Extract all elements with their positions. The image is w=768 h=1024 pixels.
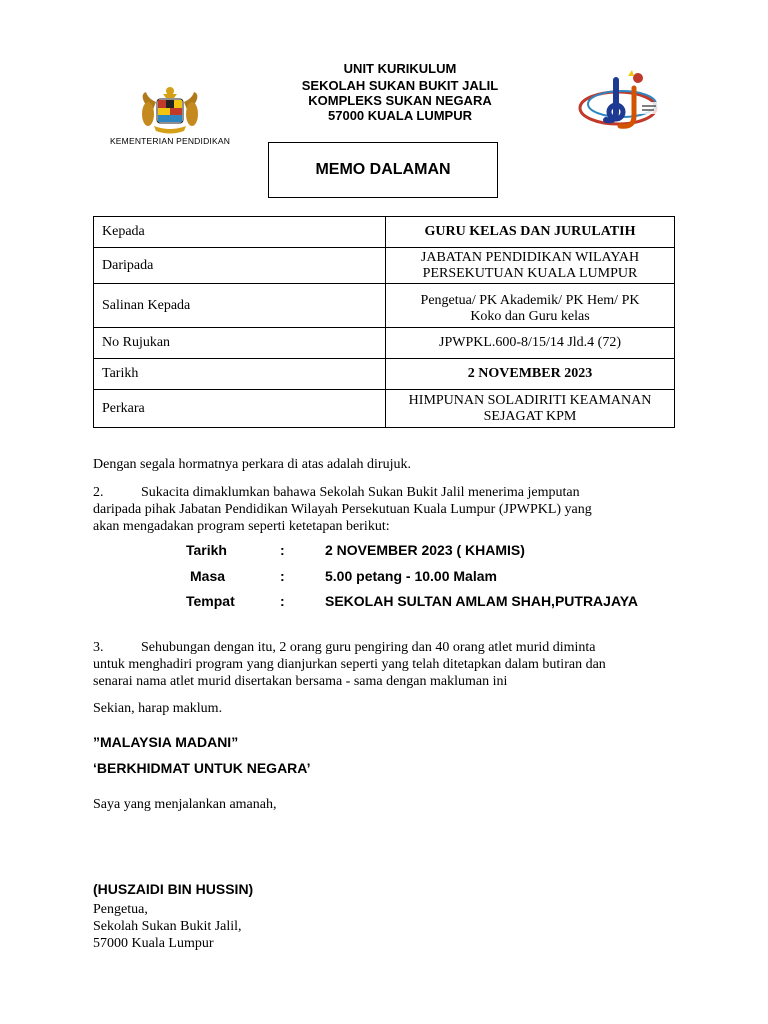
memo-title: MEMO DALAMAN xyxy=(268,142,498,198)
table-row xyxy=(94,390,675,428)
table-cell-label: Salinan Kepada xyxy=(94,284,386,328)
table-row xyxy=(94,328,675,359)
ministry-caption: KEMENTERIAN PENDIDIKAN xyxy=(109,136,231,146)
table-cell-label: Tarikh xyxy=(94,359,386,390)
paragraph-text: Sehubungan dengan itu, 2 orang guru pengiring dan 40 orang atlet murid diminta xyxy=(141,640,596,655)
schedule-row xyxy=(0,568,768,586)
table-cell-label: Perkara xyxy=(94,390,386,428)
header-unit: UNIT KURIKULUM xyxy=(343,61,457,76)
paragraph-line: daripada pihak Jabatan Pendidikan Wilayah Persekutuan Kuala Lumpur (JPWPKL) yang xyxy=(93,502,592,517)
slogan-madani: ”MALAYSIA MADANI” xyxy=(93,734,239,750)
table-cell-value: 2 NOVEMBER 2023 xyxy=(386,359,675,390)
table-cell-value: JPWPKL.600-8/15/14 Jld.4 (72) xyxy=(386,328,675,359)
schedule-value: SEKOLAH SULTAN AMLAM SHAH,PUTRAJAYA xyxy=(325,593,638,609)
schedule-label: Tarikh xyxy=(186,542,227,558)
paragraph-line: untuk menghadiri program yang dianjurkan seperti yang telah ditetapkan dalam butiran dan xyxy=(93,657,606,672)
paragraph-number: 3. xyxy=(93,640,104,655)
header-city: 57000 KUALA LUMPUR xyxy=(328,108,472,123)
paragraph-line: senarai nama atlet murid disertakan bersama - sama dengan makluman ini xyxy=(93,674,508,689)
slogan-berkhidmat: ‘BERKHIDMAT UNTUK NEGARA’ xyxy=(93,760,311,776)
schedule-label: Tempat xyxy=(186,593,235,609)
paragraph-2 xyxy=(93,484,675,535)
signatory-name: (HUSZAIDI BIN HUSSIN) xyxy=(93,881,254,897)
schedule-label: Masa xyxy=(190,568,226,584)
table-cell-value xyxy=(386,390,675,428)
header-complex: KOMPLEKS SUKAN NEGARA xyxy=(308,93,492,108)
signatory-address: 57000 Kuala Lumpur xyxy=(93,936,214,951)
schedule-row xyxy=(0,593,768,611)
schedule-separator: : xyxy=(280,542,285,558)
header-school: SEKOLAH SUKAN BUKIT JALIL xyxy=(301,78,499,93)
paragraph-number: 2. xyxy=(93,485,104,500)
table-row xyxy=(94,248,675,284)
sports-school-logo-icon xyxy=(576,68,666,134)
table-cell-value xyxy=(386,248,675,284)
paragraph-line: akan mengadakan program seperti ketetapan berikut: xyxy=(93,519,390,534)
table-cell-value xyxy=(386,284,675,328)
table-row xyxy=(94,359,675,390)
table-row xyxy=(94,284,675,328)
paragraph-text: Sukacita dimaklumkan bahawa Sekolah Sukan Bukit Jalil menerima jemputan xyxy=(141,485,580,500)
table-cell-line: SEJAGAT KPM xyxy=(483,408,577,424)
table-cell-line: Koko dan Guru kelas xyxy=(470,308,590,324)
memo-info-table xyxy=(93,216,675,428)
table-cell-line: HIMPUNAN SOLADIRITI KEAMANAN xyxy=(408,392,652,408)
schedule-value: 5.00 petang - 10.00 Malam xyxy=(325,568,497,584)
coat-of-arms-icon xyxy=(130,84,210,136)
closing-line: Sekian, harap maklum. xyxy=(93,701,223,716)
table-cell-label: Kepada xyxy=(94,217,386,248)
signatory-school: Sekolah Sukan Bukit Jalil, xyxy=(93,919,242,934)
table-cell-label: No Rujukan xyxy=(94,328,386,359)
table-cell-line: PERSEKUTUAN KUALA LUMPUR xyxy=(422,265,638,281)
paragraph-3 xyxy=(93,639,675,690)
table-cell-line: Pengetua/ PK Akademik/ PK Hem/ PK xyxy=(420,292,640,308)
paragraph-line xyxy=(93,639,675,656)
schedule-separator: : xyxy=(280,568,285,584)
paragraph-line xyxy=(93,484,675,501)
signatory-title: Pengetua, xyxy=(93,902,148,917)
table-cell-value: GURU KELAS DAN JURULATIH xyxy=(386,217,675,248)
schedule-row xyxy=(0,542,768,560)
trust-line: Saya yang menjalankan amanah, xyxy=(93,797,277,812)
table-cell-label: Daripada xyxy=(94,248,386,284)
opening-line: Dengan segala hormatnya perkara di atas adalah dirujuk. xyxy=(93,457,411,472)
table-row xyxy=(94,217,675,248)
table-cell-line: JABATAN PENDIDIKAN WILAYAH xyxy=(420,249,640,265)
schedule-separator: : xyxy=(280,593,285,609)
schedule-value: 2 NOVEMBER 2023 ( KHAMIS) xyxy=(325,542,525,558)
